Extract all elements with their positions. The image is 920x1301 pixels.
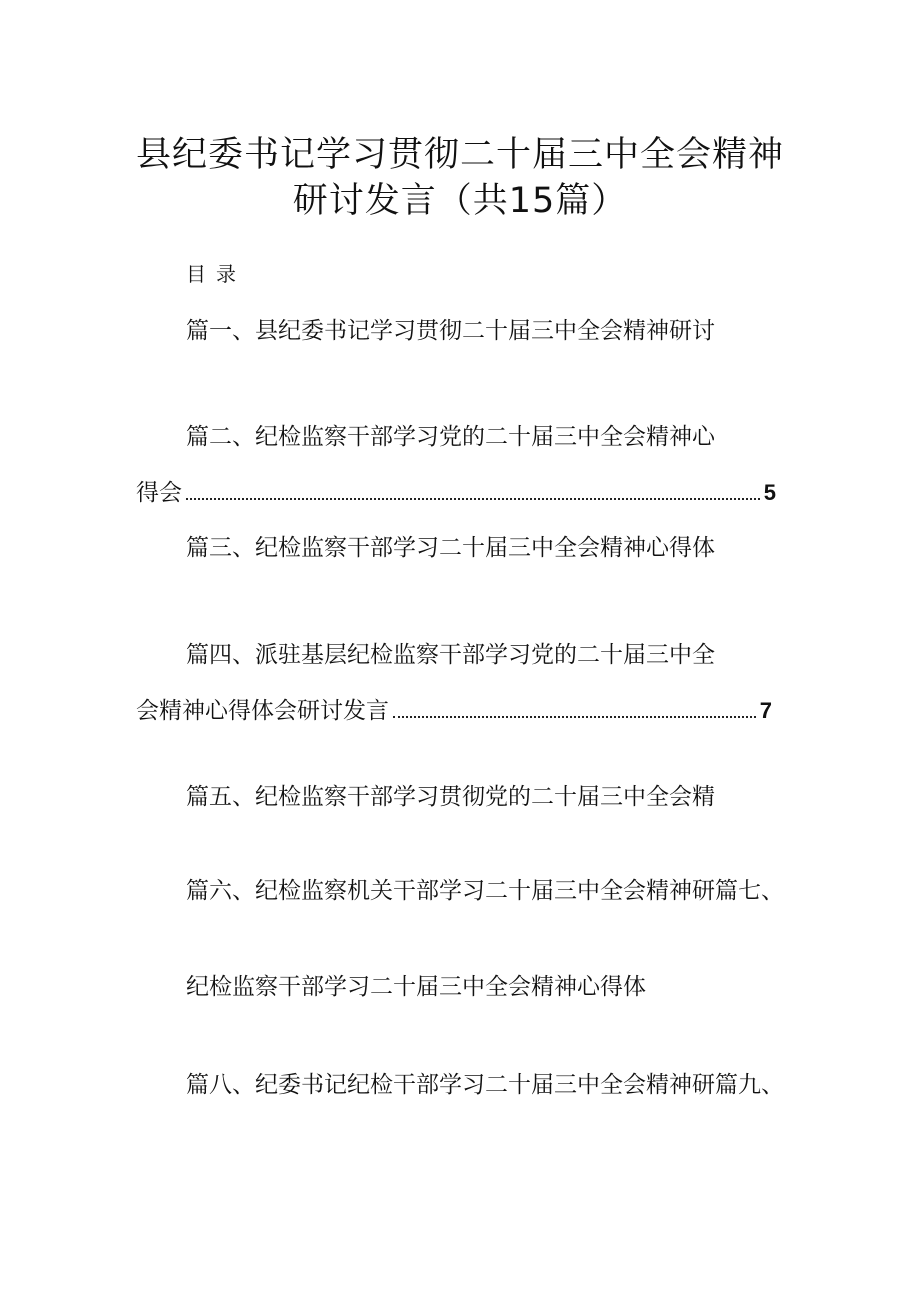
- toc-entry-8[interactable]: 篇八、纪委书记纪检干部学习二十届三中全会精神研篇九、: [186, 1072, 784, 1098]
- toc-entry-4[interactable]: 篇四、派驻基层纪检监察干部学习党的二十届三中全: [186, 642, 715, 668]
- toc-entry-3[interactable]: 篇三、纪检监察干部学习二十届三中全会精神心得体: [186, 535, 715, 561]
- title-line-2: 研讨发言（共15篇）: [292, 181, 628, 221]
- toc-entry-5[interactable]: 篇五、纪检监察干部学习贯彻党的二十届三中全会精: [186, 784, 715, 810]
- toc-entry-2-page: 5: [763, 480, 776, 505]
- toc-entry-2-cont-text: 得会: [136, 480, 182, 506]
- toc-entry-4-continuation[interactable]: [136, 696, 772, 726]
- dot-leader: [393, 716, 756, 718]
- toc-entry-4-cont-text: 会精神心得体会研讨发言: [136, 698, 389, 724]
- toc-heading: 目录: [186, 262, 246, 286]
- dot-leader: [186, 498, 760, 500]
- toc-entry-1[interactable]: 篇一、县纪委书记学习贯彻二十届三中全会精神研讨: [186, 318, 715, 344]
- toc-entry-6[interactable]: 篇六、纪检监察机关干部学习二十届三中全会精神研篇七、: [186, 878, 784, 904]
- toc-entry-4-page: 7: [759, 698, 772, 723]
- toc-entry-2[interactable]: 篇二、纪检监察干部学习党的二十届三中全会精神心: [186, 424, 715, 450]
- toc-entry-7[interactable]: 纪检监察干部学习二十届三中全会精神心得体: [186, 974, 646, 1000]
- title-line-1: 县纪委书记学习贯彻二十届三中全会精神: [135, 135, 784, 175]
- toc-entry-2-continuation[interactable]: [136, 478, 776, 508]
